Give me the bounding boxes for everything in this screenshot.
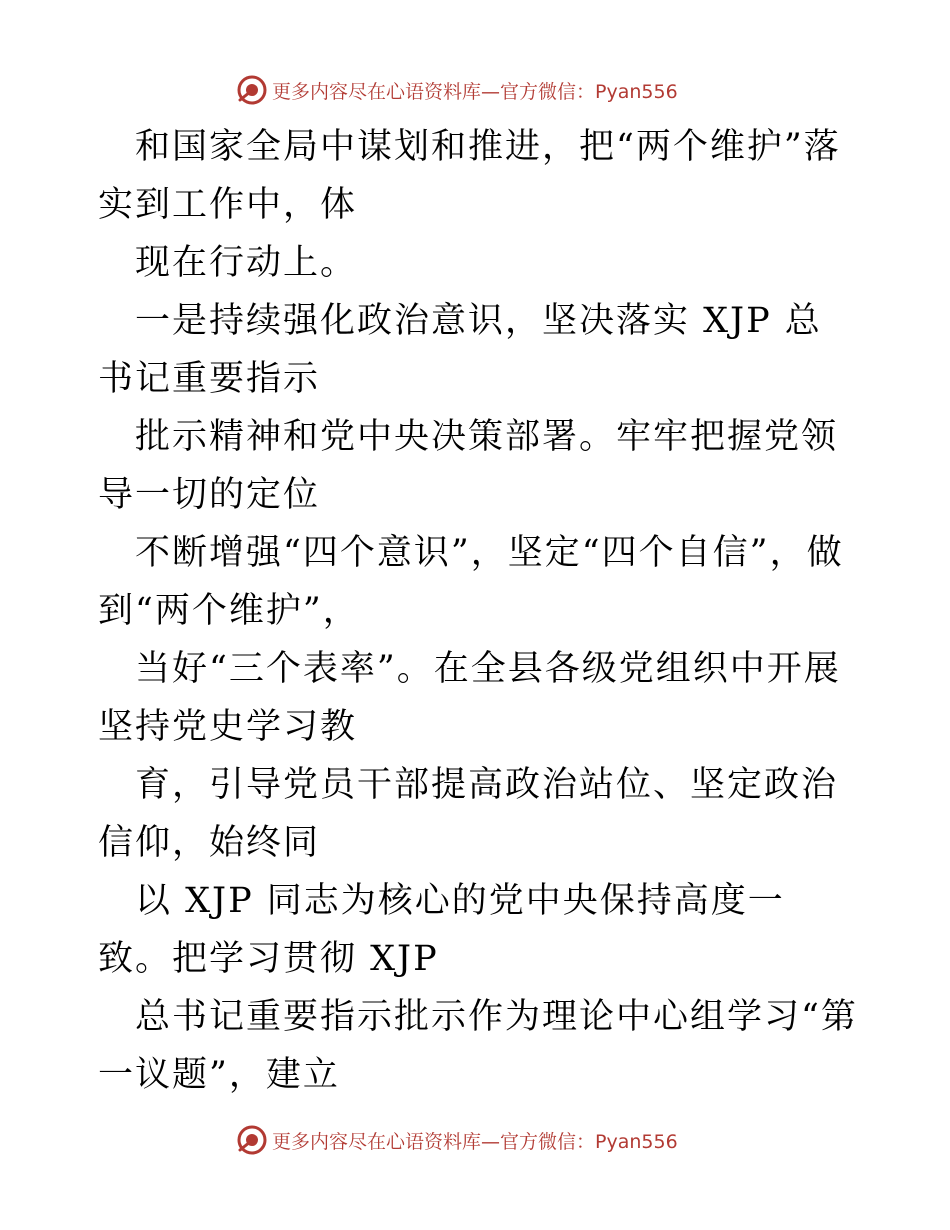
logo-icon [236,1124,268,1156]
paragraph: 总书记重要指示批示作为理论中心组学习“第一议题”，建立 [98,997,858,1095]
paragraph: 当好“三个表率”。在全县各级党组织中开展坚持党史学习教 [98,649,841,747]
footer-banner [236,1123,678,1157]
paragraph: 和国家全局中谋划和推进，把“两个维护”落实到工作中，体 [98,127,841,225]
header-banner [236,73,678,107]
paragraph: 批示精神和党中央决策部署。牢牢把握党领导一切的定位 [98,417,839,515]
paragraph: 现在行动上。 [135,243,358,283]
header-text: 更多内容尽在心语资料库—官方微信：Pyan556 [272,80,678,103]
paragraph: 不断增强“四个意识”，坚定“四个自信”，做到“两个维护”， [98,533,844,631]
paragraph: 以 XJP 同志为核心的党中央保持高度一致。把学习贯彻 XJP [98,881,785,979]
footer-text: 更多内容尽在心语资料库—官方微信：Pyan556 [272,1130,678,1153]
paragraph: 育，引导党员干部提高政治站位、坚定政治信仰，始终同 [98,765,839,863]
document-body [98,118,858,1104]
paragraph: 一是持续强化政治意识，坚决落实 XJP 总书记重要指示 [98,301,822,399]
logo-icon [236,74,268,106]
